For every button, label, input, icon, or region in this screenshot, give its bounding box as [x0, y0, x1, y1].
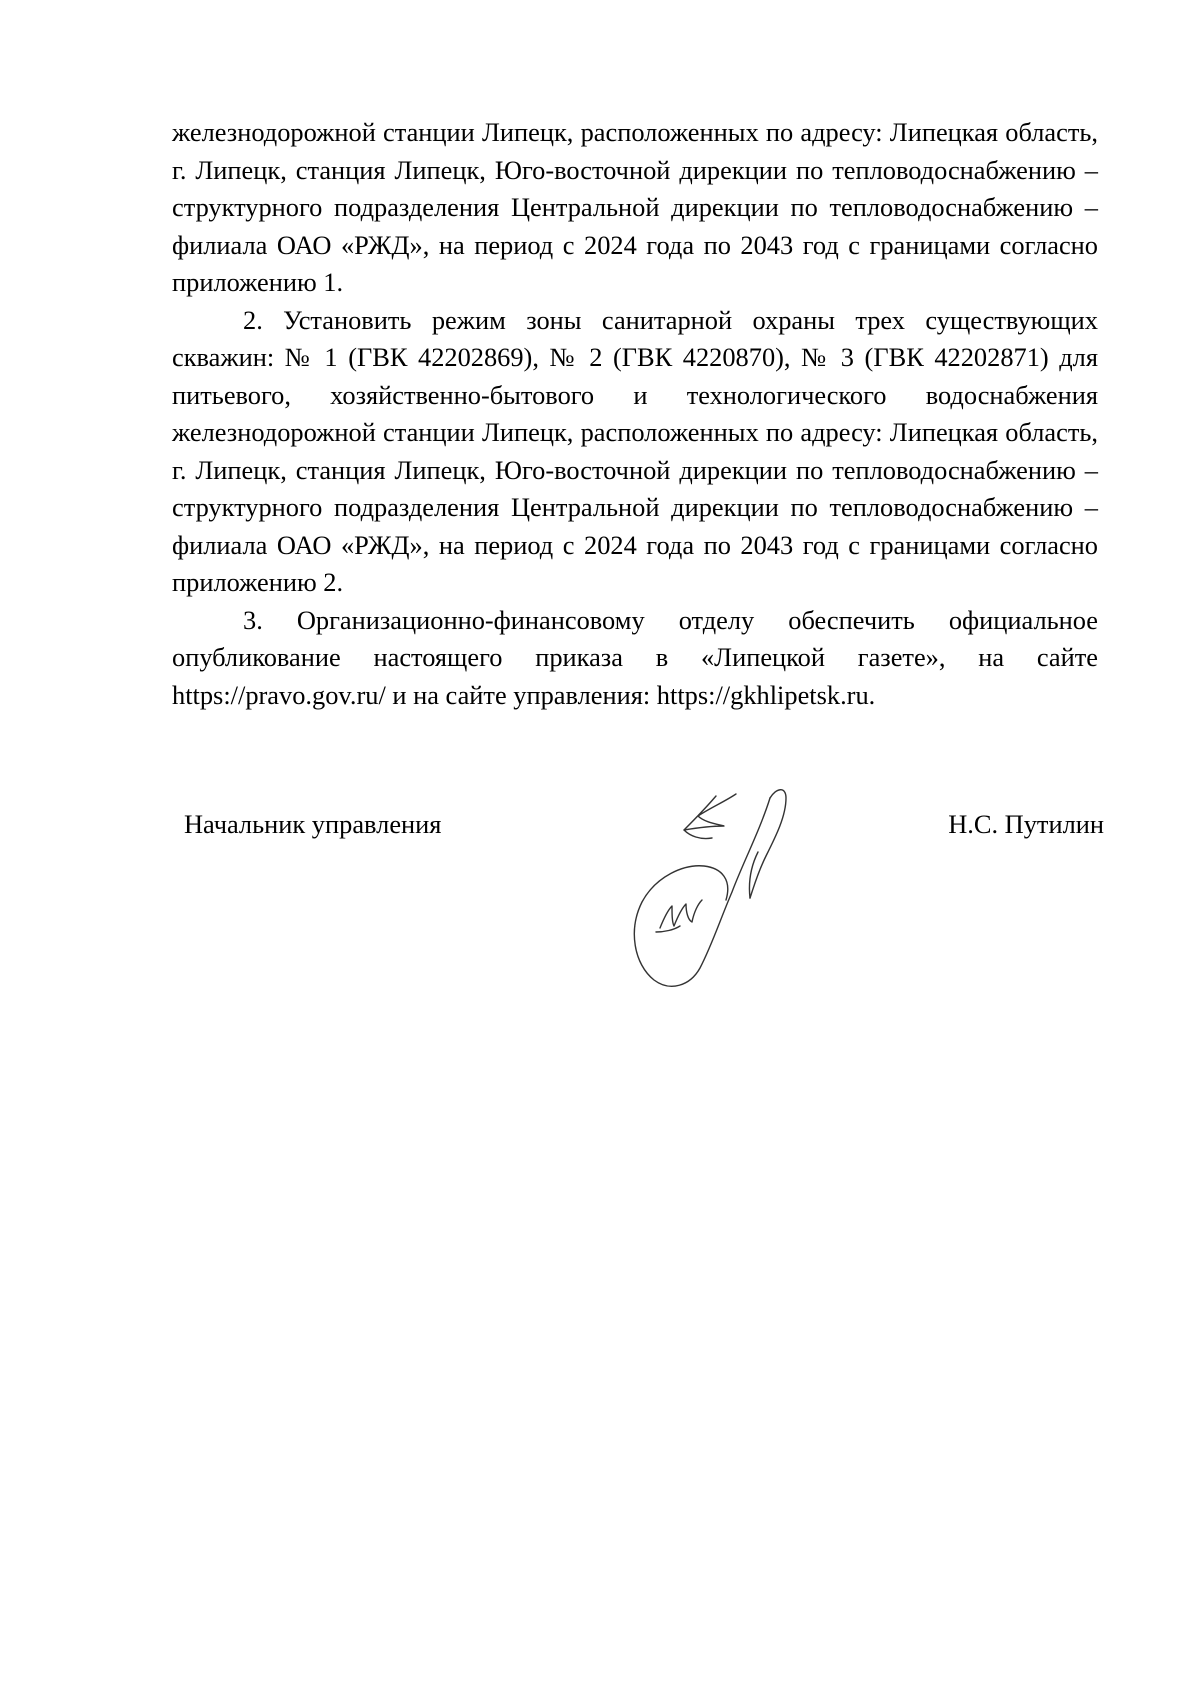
document-body	[172, 114, 1098, 714]
paragraph-item-3: 3. Организационно-финансовому отделу обеспечить официальное опубликование настоящего приказа в «Липецкой газете», на сайте https://pravo.gov.ru/ и на сайте управления: https://gkhlipetsk.ru.	[172, 604, 1098, 710]
handwritten-signature	[620, 780, 860, 1010]
signatory-position: Начальник управления	[184, 809, 442, 839]
paragraph-item-2: 2. Установить режим зоны санитарной охраны трех существующих скважин: № 1 (ГВК 42202869), № 2 (ГВК 4220870), № 3 (ГВК 42202871) для питьевого, хозяйственно-бытового и технологического водоснабжения железнодорожной станции Липецк, расположенных по адресу: Липецкая область, г. Липецк, станция Липецк, Юго-восточной дирекции по тепловодоснабжению – структурного подразделения Центральной дирекции по тепловодоснабжению – филиала ОАО «РЖД», на период с 2024 года по 2043 год с границами согласно приложению 2.	[172, 304, 1098, 597]
signatory-name: Н.С. Путилин	[948, 809, 1104, 839]
paragraph-continuation: железнодорожной станции Липецк, расположенных по адресу: Липецкая область, г. Липецк, станция Липецк, Юго-восточной дирекции по тепловодоснабжению – структурного подразделения Центральной дирекции по тепловодоснабжению – филиала ОАО «РЖД», на период с 2024 года по 2043 год с границами согласно приложению 1.	[172, 117, 1098, 297]
